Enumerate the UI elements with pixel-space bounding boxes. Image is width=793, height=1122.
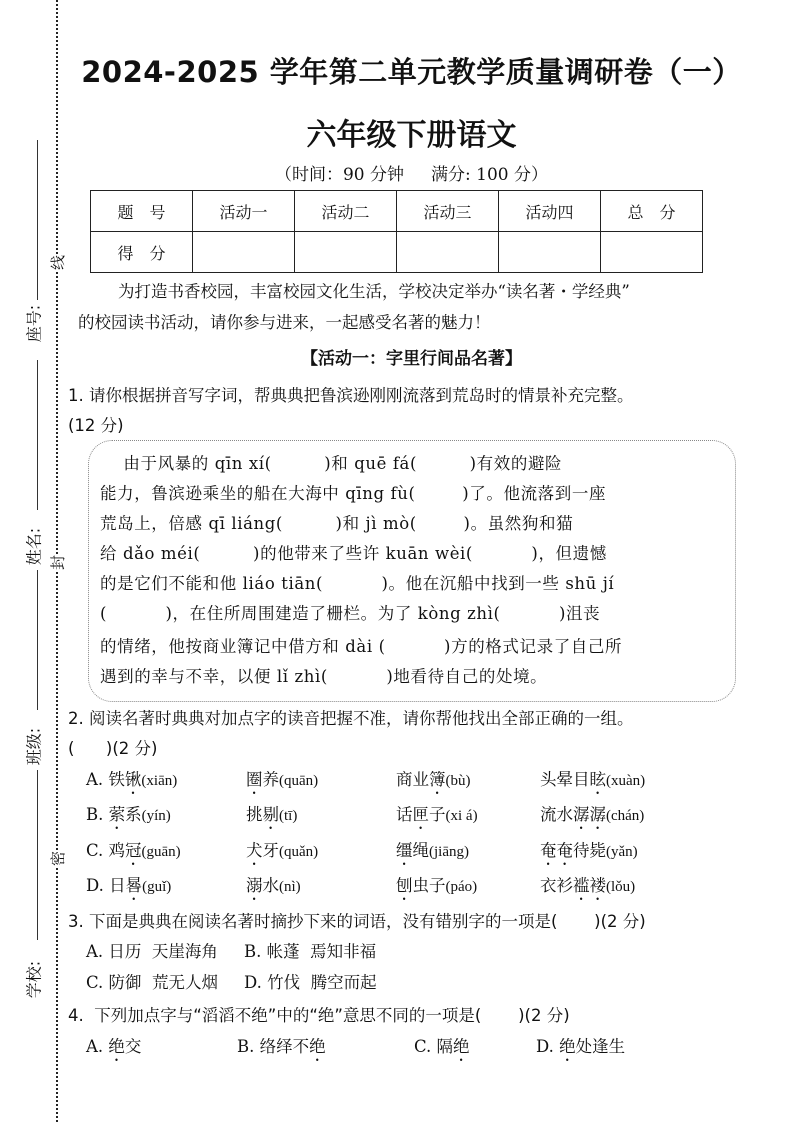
score-table-header-row: [91, 191, 703, 232]
option-letter[interactable]: D.: [86, 876, 110, 895]
name-line: [37, 360, 38, 510]
name-label: 姓名:: [24, 527, 44, 566]
q2-option-item: [86, 837, 181, 869]
q2-option-item: [246, 872, 301, 904]
dotted-character: 犬: [246, 841, 263, 860]
passage-line: ( )，在住所周围建造了栅栏。为了 kòng zhì( )沮丧: [100, 604, 601, 623]
cell: 活动四: [499, 191, 601, 232]
pinyin: (quān): [279, 773, 319, 789]
dotted-character: 匣: [412, 805, 429, 824]
word-part: 牙: [262, 841, 279, 860]
cell: 题 号: [91, 191, 193, 232]
word-part: 养: [262, 770, 279, 789]
option-letter[interactable]: B.: [86, 805, 109, 824]
pinyin: (nì): [279, 879, 301, 895]
q2-stem: 2. 阅读名著时典典对加点字的读音把握不准，请你帮他找出全部正确的一组。: [68, 709, 634, 728]
option-letter[interactable]: A.: [86, 770, 109, 789]
dotted-character: 圈: [246, 770, 263, 789]
q2-option-item: [540, 837, 638, 869]
q3-option-c[interactable]: C. 防御 荒无人烟: [86, 973, 219, 992]
time-score-info: （时间：90 分钟 满分: 100 分）: [274, 165, 549, 185]
dotted-character: 缰: [396, 841, 413, 860]
word-part: 系: [125, 805, 142, 824]
dotted-character: 绝: [309, 1037, 326, 1056]
exam-title: 2024-2025 学年第二单元教学质量调研卷（一）: [81, 55, 742, 89]
word-part: 虫子: [412, 876, 446, 895]
option-letter[interactable]: C.: [414, 1037, 437, 1056]
cell: 活动二: [295, 191, 397, 232]
word-part: 子: [429, 805, 446, 824]
passage-line: 的情绪，他按商业簿记中借方和 dài ( )方的格式记录了自己所: [100, 637, 623, 656]
seal-mark-xian: 线: [49, 254, 68, 271]
q2-option-item: [540, 766, 645, 798]
exam-subtitle: 六年级下册语文: [306, 118, 517, 153]
option-letter[interactable]: A.: [86, 1037, 109, 1056]
q2-option-item: [246, 801, 297, 833]
pinyin: (chán): [606, 808, 645, 824]
word-part: 待毙: [573, 841, 606, 860]
cell: 活动三: [397, 191, 499, 232]
word-part: 水: [262, 876, 279, 895]
q2-option-item: [86, 872, 171, 904]
q3-option-b[interactable]: B. 帐蓬 焉知非福: [244, 942, 377, 961]
passage-line: 能力，鲁滨逊乘坐的船在大海中 qīng fù( )了。他流落到一座: [100, 484, 607, 503]
q3-option-a[interactable]: A. 日历 天崖海角: [86, 942, 218, 961]
q4-option[interactable]: [237, 1033, 326, 1065]
q3-option-d[interactable]: D. 竹伐 腾空而起: [244, 973, 377, 992]
pinyin: (xuàn): [606, 773, 646, 789]
word-part: 隔: [436, 1037, 454, 1056]
pinyin: (tī): [279, 808, 298, 824]
option-letter[interactable]: C.: [86, 841, 109, 860]
word-part: 头晕目: [540, 770, 590, 789]
score-table: [90, 190, 703, 273]
pinyin: (yín): [141, 808, 171, 824]
dotted-character: 奄奄: [540, 841, 573, 860]
school-label: 学校:: [24, 960, 44, 999]
word-part: 衣衫: [540, 876, 573, 895]
seal-mark-feng: 封: [49, 554, 68, 571]
score-cell[interactable]: [295, 232, 397, 273]
class-label: 班级:: [24, 727, 44, 766]
score-cell[interactable]: [193, 232, 295, 273]
dotted-character: 绝: [559, 1037, 576, 1056]
option-letter[interactable]: B.: [237, 1037, 260, 1056]
dotted-character: 萦: [108, 805, 126, 824]
word-part: 绳: [412, 841, 429, 860]
score-table-score-row: [91, 232, 703, 273]
cell: 活动一: [193, 191, 295, 232]
word-part: 商业: [396, 770, 429, 789]
activity-1-heading: 【活动一：字里行间品名著】: [301, 349, 522, 369]
dotted-character: 溺: [246, 876, 263, 895]
dotted-character: 褴褛: [573, 876, 606, 895]
word-part: 流水: [540, 805, 573, 824]
pinyin: (páo): [445, 879, 478, 895]
q2-option-item: [396, 872, 477, 904]
cell: 总 分: [601, 191, 703, 232]
dotted-character: 绝: [108, 1037, 125, 1056]
word-part: 络绎不: [259, 1037, 310, 1056]
seat-number-label: 座号:: [24, 304, 44, 343]
passage-line: 遇到的幸与不幸，以便 lǐ zhì( )地看待自己的处境。: [100, 667, 548, 686]
passage-line: 的是它们不能和他 liáo tiān( )。他在沉船中找到一些 shū jí: [100, 574, 615, 593]
word-part: 交: [124, 1037, 142, 1056]
passage-line: 给 dǎo méi( )的他带来了些许 kuān wèi( )，但遗憾: [100, 544, 607, 563]
q1-stem: 1. 请你根据拼音写字词，帮典典把鲁滨逊刚刚流落到荒岛时的情景补充完整。: [68, 386, 634, 405]
q2-option-item: [396, 801, 478, 833]
word-part: 日: [109, 876, 126, 895]
q2-option-item: [540, 801, 644, 833]
word-part: 挑: [246, 805, 263, 824]
q2-option-item: [246, 837, 318, 869]
word-part: 鸡: [108, 841, 126, 860]
passage-line: 荒岛上，倍感 qī liáng( )和 jì mò( )。虽然狗和猫: [100, 514, 574, 533]
dotted-character: 潺潺: [573, 805, 606, 824]
q2-option-item: [86, 766, 177, 798]
score-cell[interactable]: [601, 232, 703, 273]
class-line: [37, 570, 38, 710]
pinyin: (lǒu): [606, 879, 636, 895]
q4-option[interactable]: [536, 1033, 625, 1065]
dotted-character: 眩: [589, 770, 606, 789]
pinyin: (quǎn): [279, 844, 319, 860]
q3-stem: 3. 下面是典典在阅读名著时摘抄下来的词语，没有错别字的一项是( )(2 分): [68, 912, 646, 931]
option-letter[interactable]: D.: [536, 1037, 560, 1056]
q4-option[interactable]: [86, 1033, 141, 1065]
cell: 得 分: [91, 232, 193, 273]
q2-option-item: [396, 766, 471, 798]
q2-option-item: [86, 801, 171, 833]
seal-mark-mi: 密: [49, 850, 68, 867]
school-line: [37, 770, 38, 940]
dotted-character: 晷: [125, 876, 143, 895]
passage-line: 由于风暴的 qīn xí( )和 quē fá( )有效的避险: [100, 454, 563, 473]
dotted-character: 剔: [262, 805, 279, 824]
q1-score: (12 分): [68, 416, 124, 435]
intro-line-2: 的校园读书活动，请你参与进来，一起感受名著的魅力！: [78, 313, 491, 332]
dotted-character: 锹: [124, 770, 142, 789]
q4-stem: 4. 下列加点字与“滔滔不绝”中的“绝”意思不同的一项是( )(2 分): [68, 1006, 570, 1025]
pinyin: (yǎn): [606, 844, 638, 860]
pinyin: (xiān): [141, 773, 178, 789]
score-cell[interactable]: [499, 232, 601, 273]
pinyin: (jiāng): [429, 844, 469, 860]
pinyin: (guǐ): [142, 879, 172, 895]
q4-option[interactable]: [414, 1033, 470, 1065]
q2-option-item: [246, 766, 318, 798]
dotted-character: 冠: [125, 841, 142, 860]
word-part: 铁: [108, 770, 125, 789]
word-part: 处逢生: [575, 1037, 626, 1056]
pinyin: (bù): [445, 773, 471, 789]
pinyin: (xi á): [445, 808, 478, 824]
q2-answer-blank[interactable]: ( )(2 分): [68, 739, 158, 758]
dotted-character: 绝: [453, 1037, 470, 1056]
q2-option-item: [396, 837, 469, 869]
score-cell[interactable]: [397, 232, 499, 273]
word-part: 话: [396, 805, 413, 824]
intro-line-1: 为打造书香校园，丰富校园文化生活，学校决定举办“读名著・学经典”: [118, 282, 630, 301]
dotted-character: 簿: [429, 770, 446, 789]
pinyin: (guān): [141, 844, 181, 860]
dotted-character: 刨: [396, 876, 413, 895]
q2-option-item: [540, 872, 635, 904]
